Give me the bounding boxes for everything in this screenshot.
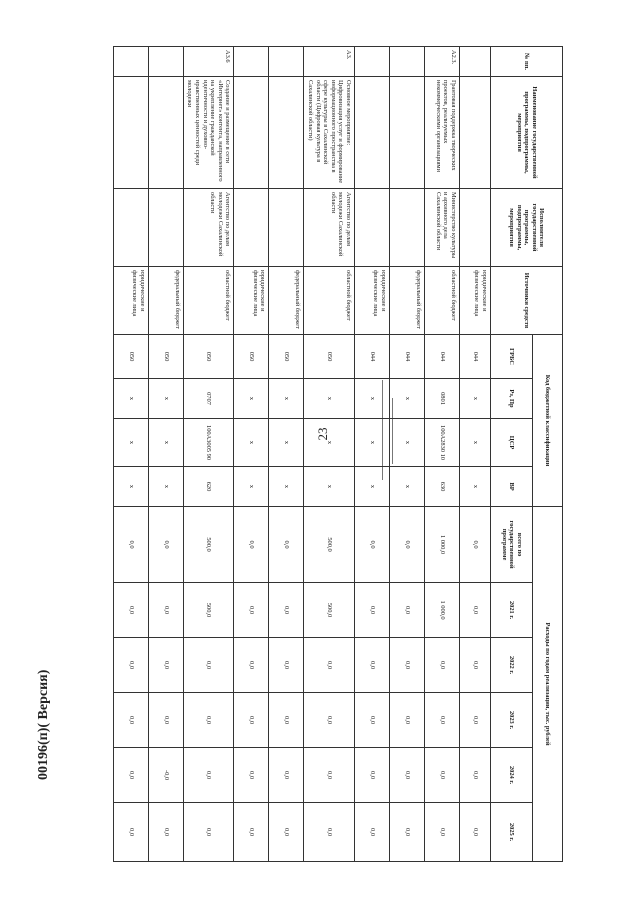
- cell-y2025: 0,0: [390, 803, 425, 862]
- cell-y2023: 0,0: [234, 693, 269, 748]
- header-2022: 2022 г.: [491, 638, 533, 693]
- cell-executor: [460, 189, 491, 267]
- cell-y2021: 0,0: [148, 583, 183, 638]
- cell-y2021: 0,0: [390, 583, 425, 638]
- cell-y2024: 0,0: [425, 748, 460, 803]
- cell-name: [269, 77, 304, 189]
- cell-y2025: 0,0: [113, 803, 148, 862]
- cell-executor: [390, 189, 425, 267]
- cell-csr: 100А2830 10: [425, 419, 460, 467]
- cell-y2025: 0,0: [460, 803, 491, 862]
- budget-table: [113, 46, 563, 862]
- cell-total: 1 000,0: [425, 507, 460, 583]
- cell-y2023: 0,0: [390, 693, 425, 748]
- cell-csr: х: [234, 419, 269, 467]
- cell-grbs: 050: [113, 335, 148, 379]
- cell-y2021: 500,0: [304, 583, 355, 638]
- cell-csr: х: [148, 419, 183, 467]
- cell-y2025: 0,0: [269, 803, 304, 862]
- cell-y2022: 0,0: [425, 638, 460, 693]
- header-2024: 2024 г.: [491, 748, 533, 803]
- cell-num: А3.6: [183, 47, 234, 77]
- cell-name: Создание и размещение в сети «Интернет» контента, направленного на укрепление гражданской идентичности и духовно-нравственных ценностей среди молодежи: [183, 77, 234, 189]
- header-2025: 2025 г.: [491, 803, 533, 862]
- cell-executor: Министерство культуры и архивного дела Сахалинской области: [425, 189, 460, 267]
- cell-grbs: 050: [148, 335, 183, 379]
- cell-grbs: 050: [183, 335, 234, 379]
- cell-y2024: 0,0: [234, 748, 269, 803]
- cell-num: [148, 47, 183, 77]
- cell-y2024: 0,0: [269, 748, 304, 803]
- budget-table-rotated: [127, 46, 563, 861]
- table-row: [234, 47, 269, 862]
- cell-y2025: 0,0: [148, 803, 183, 862]
- cell-y2022: 0,0: [304, 638, 355, 693]
- cell-num: [390, 47, 425, 77]
- cell-num: А3.: [304, 47, 355, 77]
- cell-num: [355, 47, 390, 77]
- header-name: Наименование государственной программы, подпрограммы, мероприятия: [491, 77, 563, 189]
- header-executor: Исполнители государственной программы, подпрограммы, мероприятия: [491, 189, 563, 267]
- cell-name: [355, 77, 390, 189]
- cell-name: Основное мероприятие: Цифровизация услуг и формирование информационного пространства в сфере культуры в Сахалинской области (Цифровая культура в Сахалинской области): [304, 77, 355, 189]
- cell-grbs: 044: [460, 335, 491, 379]
- cell-num: А2.3.: [425, 47, 460, 77]
- cell-rz: х: [390, 379, 425, 419]
- cell-executor: [355, 189, 390, 267]
- cell-total: 0,0: [390, 507, 425, 583]
- cell-y2023: 0,0: [269, 693, 304, 748]
- table-row: [183, 47, 234, 862]
- cell-y2022: 0,0: [390, 638, 425, 693]
- cell-total: 0,0: [460, 507, 491, 583]
- header-2021: 2021 г.: [491, 583, 533, 638]
- page-number: 23: [315, 427, 330, 441]
- cell-y2025: 0,0: [425, 803, 460, 862]
- cell-vr: х: [148, 467, 183, 507]
- table-row: [113, 47, 148, 862]
- cell-y2021: 0,0: [355, 583, 390, 638]
- header-total: всего по государственной программе: [491, 507, 533, 583]
- cell-rz: х: [113, 379, 148, 419]
- header-num: № пп.: [491, 47, 563, 77]
- cell-y2024: 0,0: [183, 748, 234, 803]
- cell-csr: х: [269, 419, 304, 467]
- cell-y2022: 0,0: [148, 638, 183, 693]
- cell-grbs: 044: [390, 335, 425, 379]
- cell-rz: х: [269, 379, 304, 419]
- cell-source: областной бюджет: [425, 267, 460, 335]
- cell-grbs: 044: [355, 335, 390, 379]
- cell-total: 500,0: [183, 507, 234, 583]
- cell-csr: х: [304, 419, 355, 467]
- header-rz: Рз, Пр: [491, 379, 533, 419]
- cell-y2022: 0,0: [460, 638, 491, 693]
- cell-vr: х: [390, 467, 425, 507]
- cell-y2022: 0,0: [355, 638, 390, 693]
- cell-grbs: 050: [234, 335, 269, 379]
- header-source: Источники средств: [491, 267, 563, 335]
- cell-y2021: 0,0: [269, 583, 304, 638]
- header-budget-code: Код бюджетной классификации: [533, 335, 563, 507]
- cell-rz: х: [148, 379, 183, 419]
- table-row: [269, 47, 304, 862]
- cell-total: 0,0: [269, 507, 304, 583]
- cell-y2021: 0,0: [460, 583, 491, 638]
- cell-executor: [148, 189, 183, 267]
- cell-source: юридические и физические лица: [460, 267, 491, 335]
- cell-y2024: 0,0: [113, 748, 148, 803]
- cell-rz: 0801: [425, 379, 460, 419]
- cell-executor: [269, 189, 304, 267]
- cell-name: [234, 77, 269, 189]
- table-row: [355, 47, 390, 862]
- cell-y2023: 0,0: [355, 693, 390, 748]
- cell-grbs: 044: [425, 335, 460, 379]
- header-grbs: ГРБС: [491, 335, 533, 379]
- cell-y2021: 0,0: [234, 583, 269, 638]
- table-row: [425, 47, 460, 862]
- header-2023: 2023 г.: [491, 693, 533, 748]
- cell-name: [460, 77, 491, 189]
- cell-source: областной бюджет: [183, 267, 234, 335]
- cell-rz: х: [234, 379, 269, 419]
- cell-rz: х: [355, 379, 390, 419]
- table-body: [113, 47, 490, 862]
- cell-num: [269, 47, 304, 77]
- cell-vr: х: [269, 467, 304, 507]
- cell-y2023: 0,0: [425, 693, 460, 748]
- cell-executor: [113, 189, 148, 267]
- cell-rz: х: [304, 379, 355, 419]
- cell-y2022: 0,0: [234, 638, 269, 693]
- cell-rz: х: [460, 379, 491, 419]
- cell-executor: Агентство по делам молодежи Сахалинской области: [183, 189, 234, 267]
- cell-rz: 0707: [183, 379, 234, 419]
- cell-y2023: 0,0: [113, 693, 148, 748]
- cell-vr: х: [304, 467, 355, 507]
- document-label: 00196(п)( Версия): [36, 669, 51, 780]
- cell-source: федеральный бюджет: [269, 267, 304, 335]
- cell-source: федеральный бюджет: [148, 267, 183, 335]
- cell-total: 0,0: [148, 507, 183, 583]
- cell-csr: х: [113, 419, 148, 467]
- cell-grbs: 050: [269, 335, 304, 379]
- cell-num: [234, 47, 269, 77]
- header-csr: ЦСР: [491, 419, 533, 467]
- cell-total: 0,0: [355, 507, 390, 583]
- cell-total: 0,0: [234, 507, 269, 583]
- cell-y2025: 0,0: [234, 803, 269, 862]
- cell-y2024: 0,0: [355, 748, 390, 803]
- cell-y2021: 0,0: [113, 583, 148, 638]
- cell-name: [390, 77, 425, 189]
- cell-vr: х: [234, 467, 269, 507]
- cell-y2023: 0,0: [183, 693, 234, 748]
- cell-y2024: 0,0: [304, 748, 355, 803]
- cell-vr: х: [355, 467, 390, 507]
- cell-name: [113, 77, 148, 189]
- cell-grbs: 050: [304, 335, 355, 379]
- header-vr: ВР: [491, 467, 533, 507]
- cell-source: федеральный бюджет: [390, 267, 425, 335]
- cell-csr: х: [390, 419, 425, 467]
- cell-vr: х: [460, 467, 491, 507]
- cell-source: юридические и физические лица: [355, 267, 390, 335]
- cell-y2024: 0,0: [460, 748, 491, 803]
- cell-y2025: 0,0: [183, 803, 234, 862]
- header-expenses: Расходы по годам реализации, тыс. рублей: [533, 507, 563, 862]
- cell-y2023: 0,0: [460, 693, 491, 748]
- cell-y2021: 1 000,0: [425, 583, 460, 638]
- cell-total: 500,0: [304, 507, 355, 583]
- cell-source: юридические и физические лица: [234, 267, 269, 335]
- cell-total: 0,0: [113, 507, 148, 583]
- cell-vr: 630: [425, 467, 460, 507]
- table-row: [148, 47, 183, 862]
- cell-y2021: 500,0: [183, 583, 234, 638]
- cell-source: юридические и физические лица: [113, 267, 148, 335]
- cell-num: [113, 47, 148, 77]
- table-row: [304, 47, 355, 862]
- cell-name: Грантовая поддержка творческих проектов, реализуемых некоммерческими организациями: [425, 77, 460, 189]
- cell-executor: Агентство по делам молодежи Сахалинской области: [304, 189, 355, 267]
- cell-y2022: 0,0: [269, 638, 304, 693]
- cell-y2024: -0,0: [148, 748, 183, 803]
- cell-y2022: 0,0: [183, 638, 234, 693]
- cell-y2023: 0,0: [304, 693, 355, 748]
- cell-name: [148, 77, 183, 189]
- cell-y2025: 0,0: [355, 803, 390, 862]
- cell-executor: [234, 189, 269, 267]
- cell-vr: х: [113, 467, 148, 507]
- cell-y2024: 0,0: [390, 748, 425, 803]
- cell-vr: 620: [183, 467, 234, 507]
- cell-num: [460, 47, 491, 77]
- cell-y2025: 0,0: [304, 803, 355, 862]
- cell-source: областной бюджет: [304, 267, 355, 335]
- cell-csr: х: [460, 419, 491, 467]
- table-row: [460, 47, 491, 862]
- table-row: [390, 47, 425, 862]
- cell-csr: х: [355, 419, 390, 467]
- cell-y2023: 0,0: [148, 693, 183, 748]
- cell-csr: 100А3005 90: [183, 419, 234, 467]
- cell-y2022: 0,0: [113, 638, 148, 693]
